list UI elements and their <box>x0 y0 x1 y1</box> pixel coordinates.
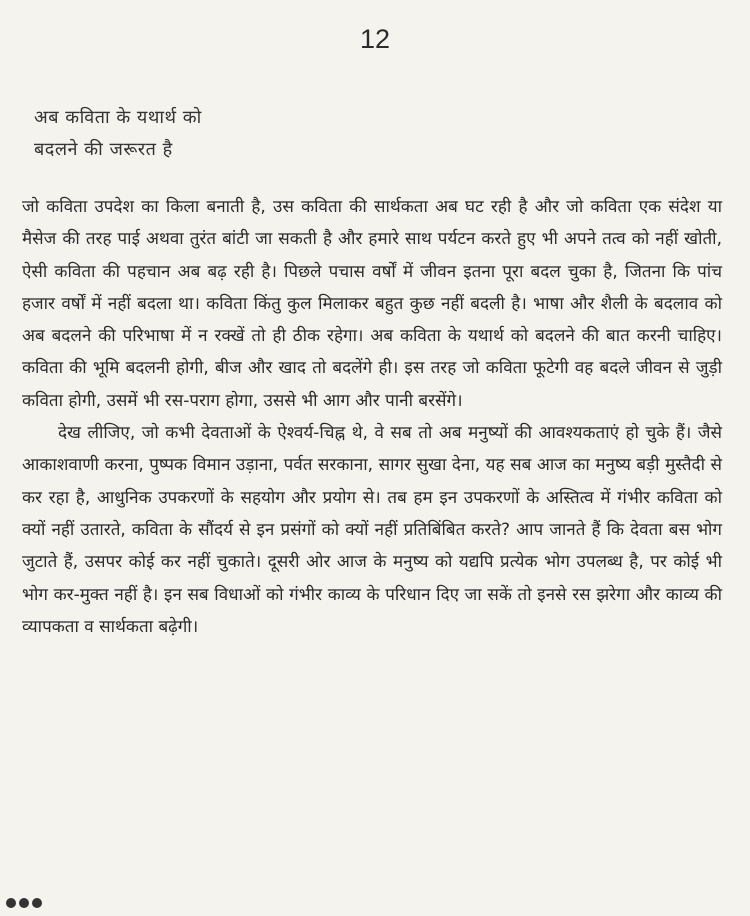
dot-icon <box>19 898 29 908</box>
dot-icon <box>6 898 16 908</box>
chapter-title-line-1: अब कविता के यथार्थ को <box>34 107 202 128</box>
dot-icon <box>32 898 42 908</box>
body-text <box>22 191 722 643</box>
chapter-title <box>34 102 202 166</box>
paragraph-1: जो कविता उपदेश का किला बनाती है, उस कविता की सार्थकता अब घट रही है और जो कविता एक संदेश या मैसेज की तरह पाई अथवा तुरंत बांटी जा सकती है और हमारे साथ पर्यटन करते हुए भी अपने तत्व को नहीं खोती, ऐसी कविता की पहचान अब बढ़ रही है। पिछले पचास वर्षों में जीवन इतना पूरा बदल चुका है, जितना कि पांच हजार वर्षों में नहीं बदला था। कविता किंतु कुल मिलाकर बहुत कुछ नहीं बदली है। भाषा और शैली के बदलाव को अब बदलने की परिभाषा में न रक्खें तो ही ठीक रहेगा। अब कविता के यथार्थ को बदलने की बात करनी चाहिए। कविता की भूमि बदलनी होगी, बीज और खाद तो बदलेंगे ही। इस तरह जो कविता फूटेगी वह बदले जीवन से जुड़ी कविता होगी, उसमें भी रस-पराग होगा, उससे भी आग और पानी बरसेंगे। <box>22 197 722 411</box>
chapter-title-line-2: बदलने की जरूरत है <box>34 139 173 160</box>
paragraph-2: देख लीजिए, जो कभी देवताओं के ऐश्वर्य-चिह्न थे, वे सब तो अब मनुष्यों की आवश्यकताएं हो चुके हैं। जैसे आकाशवाणी करना, पुष्पक विमान उड़ाना, पर्वत सरकाना, सागर सुखा देना, यह सब आज का मनुष्य बड़ी मुस्तैदी से कर रहा है, आधुनिक उपकरणों के सहयोग और प्रयोग से। तब हम इन उपकरणों के अस्तित्व में गंभीर कविता को क्यों नहीं उतारते, कविता के सौंदर्य से इन प्रसंगों को क्यों नहीं प्रतिबिंबित करते? आप जानते हैं कि देवता बस भोग जुटाते हैं, उसपर कोई कर नहीं चुकाते। दूसरी ओर आज के मनुष्य को यद्यपि प्रत्येक भोग उपलब्ध है, पर कोई भी भोग कर-मुक्त नहीं है। इन सब विधाओं को गंभीर काव्य के परिधान दिए जा सकें तो इनसे रस झरेगा और काव्य की व्यापकता व सार्थकता बढ़ेगी। <box>22 423 723 637</box>
section-end-dots-icon <box>6 898 42 908</box>
page-number: 12 <box>359 24 391 54</box>
